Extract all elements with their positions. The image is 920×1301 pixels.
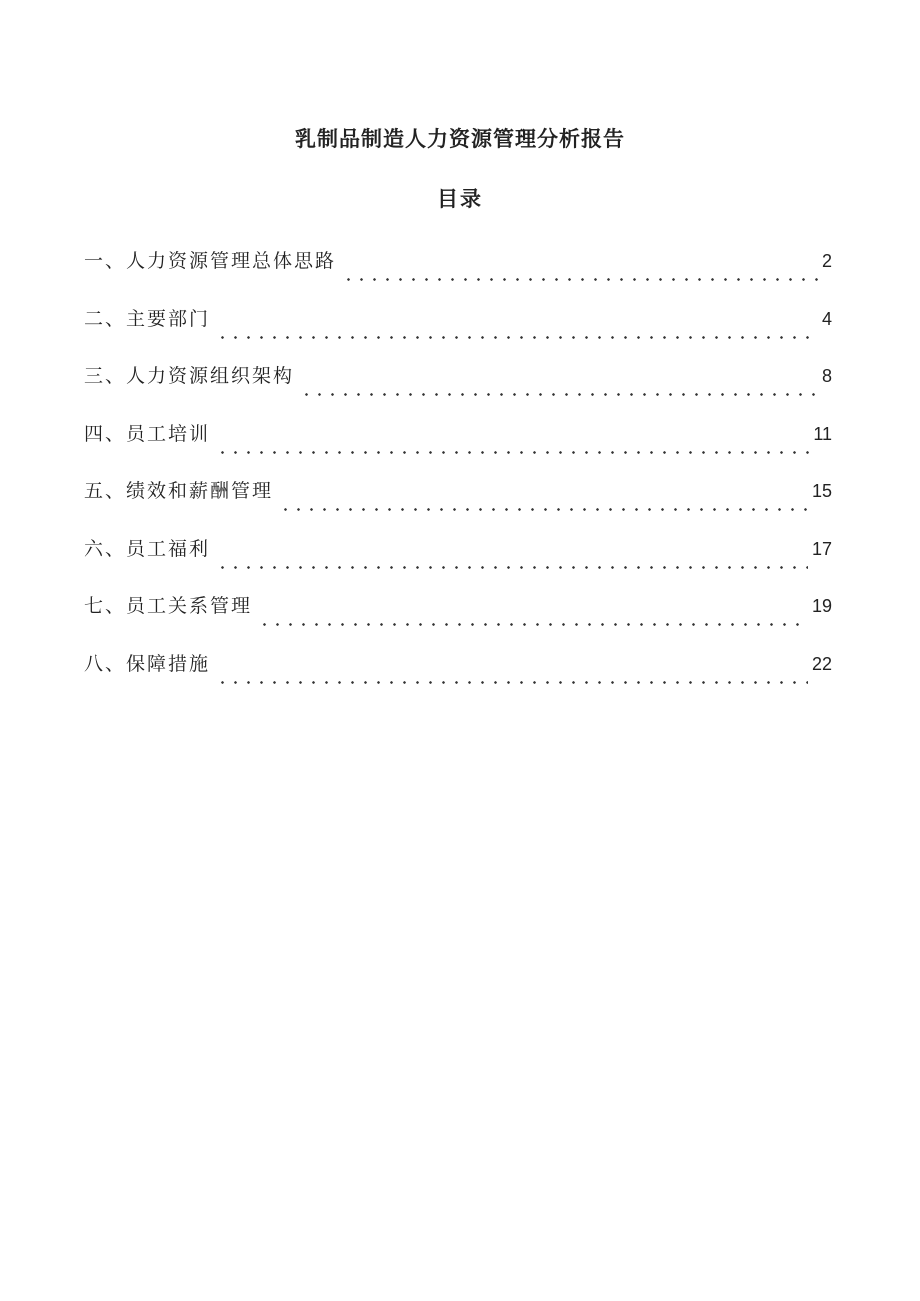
dot-leader: [216, 451, 809, 454]
toc-entry-1[interactable]: [84, 246, 832, 304]
toc-entry-5[interactable]: [84, 476, 832, 534]
toc-entry-page: 22: [811, 653, 832, 674]
document-title: 乳制品制造人力资源管理分析报告: [295, 127, 625, 151]
toc-entry-label: 七、员工关系管理: [84, 595, 253, 617]
dot-leader: [342, 278, 818, 281]
table-of-contents: [84, 246, 832, 706]
toc-entry-label: 四、员工培训: [84, 422, 211, 445]
toc-entry-page: 19: [811, 596, 832, 616]
toc-entry-label: 五、绩效和薪酬管理: [84, 480, 274, 502]
dot-leader: [216, 681, 808, 684]
toc-heading: 目录: [437, 187, 483, 211]
toc-entry-page: 8: [821, 366, 832, 386]
dot-leader: [216, 336, 818, 339]
dot-leader: [300, 393, 818, 396]
toc-entry-page: 17: [811, 538, 832, 559]
toc-entry-label: 一、人力资源管理总体思路: [84, 250, 337, 272]
toc-entry-label: 二、主要部门: [84, 307, 211, 330]
dot-leader: [258, 623, 808, 626]
toc-entry-3[interactable]: [84, 361, 832, 419]
toc-entry-page: 2: [821, 251, 832, 271]
dot-leader: [279, 508, 808, 511]
toc-entry-2[interactable]: [84, 304, 832, 362]
toc-entry-label: 八、保障措施: [84, 652, 211, 675]
toc-entry-7[interactable]: [84, 591, 832, 649]
dot-leader: [216, 566, 808, 569]
toc-entry-page: 11: [813, 423, 832, 444]
toc-entry-label: 三、人力资源组织架构: [84, 365, 295, 387]
toc-entry-4[interactable]: [84, 419, 832, 477]
toc-entry-6[interactable]: [84, 534, 832, 592]
toc-entry-8[interactable]: [84, 649, 832, 707]
toc-entry-page: 4: [821, 308, 832, 329]
toc-entry-page: 15: [811, 481, 832, 501]
toc-entry-label: 六、员工福利: [84, 537, 211, 560]
